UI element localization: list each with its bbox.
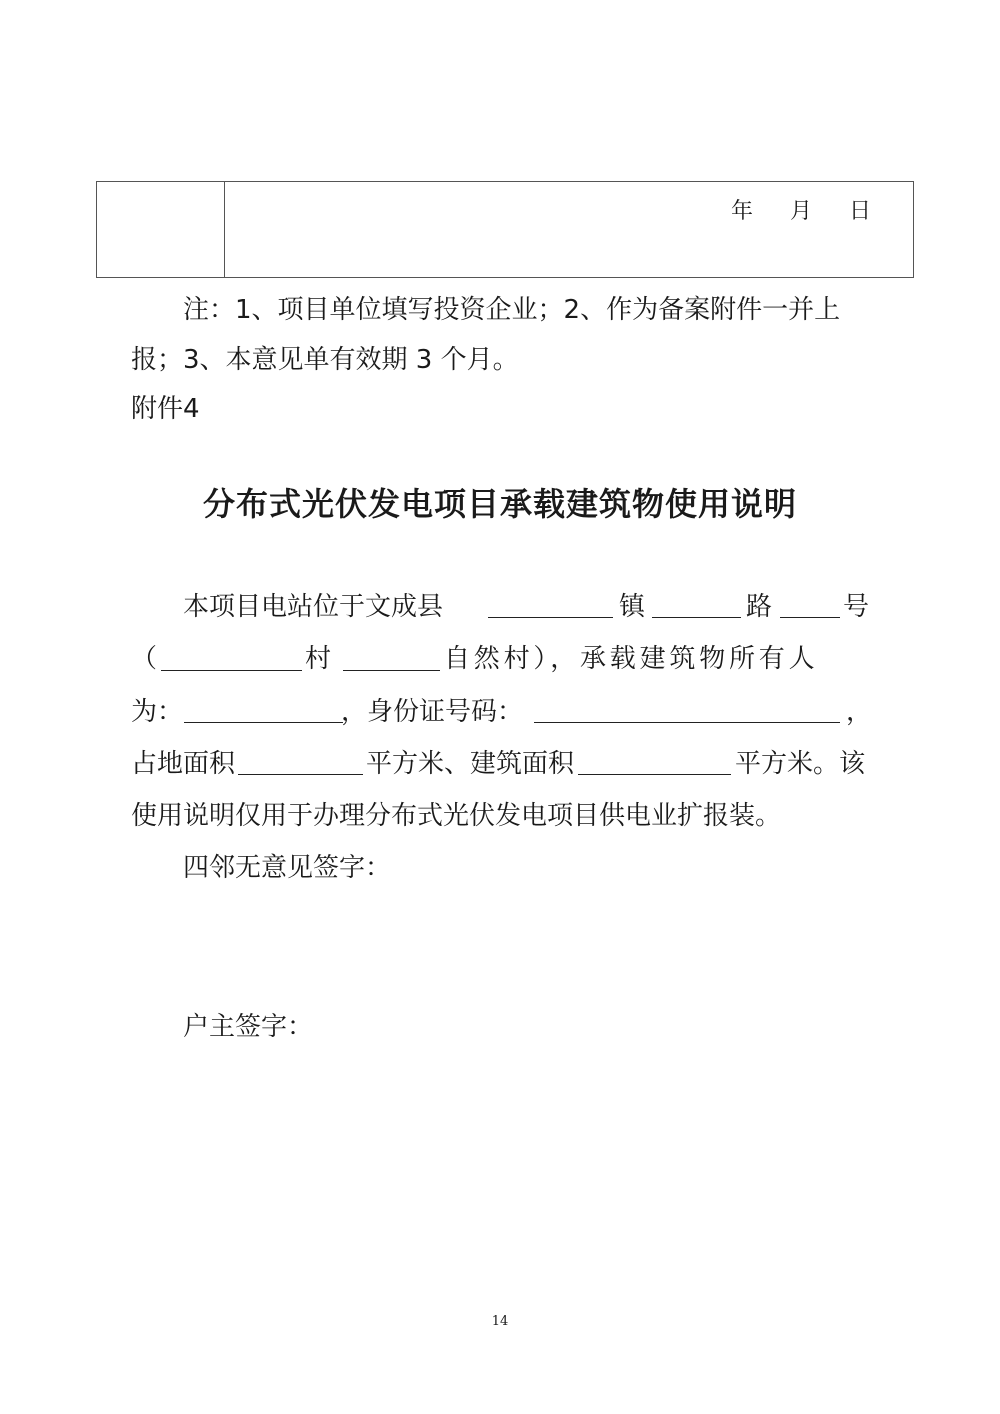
village-label: 村 [305, 644, 332, 674]
town-label: 镇 [619, 592, 646, 622]
date-year: 年 [731, 199, 754, 224]
note-line-2: 报；3、本意见单有效期 3 个月。 [131, 345, 519, 375]
approval-table [96, 181, 914, 278]
note-line-1: 注：1、项目单位填写投资企业；2、作为备案附件一并上 [183, 295, 841, 325]
building-area-blank[interactable] [578, 774, 731, 775]
owner-signature-label: 户主签字： [183, 1012, 314, 1042]
road-blank[interactable] [652, 617, 741, 618]
land-area-blank[interactable] [238, 774, 363, 775]
land-area-label: 占地面积 [131, 749, 236, 779]
body-location-prefix: 本项目电站位于文成县 [183, 592, 444, 622]
village-blank[interactable] [161, 670, 302, 671]
town-blank[interactable] [488, 617, 613, 618]
neighbors-signature-label: 四邻无意见签字： [183, 853, 392, 883]
date-day: 日 [849, 199, 872, 224]
id-number-blank[interactable] [534, 722, 840, 723]
attachment-label: 附件4 [131, 394, 200, 424]
owner-prefix: 为： [131, 697, 184, 727]
page-number: 14 [491, 1314, 509, 1329]
sqm-suffix: 平方米。该 [735, 749, 866, 779]
number-blank[interactable] [780, 617, 840, 618]
owner-name-blank[interactable] [184, 722, 343, 723]
owner-label: 自然村），承载建筑物所有人 [444, 644, 819, 674]
id-comma: ， [846, 697, 873, 727]
paren-open: （ [131, 644, 158, 674]
natural-village-blank[interactable] [343, 670, 440, 671]
number-label: 号 [843, 592, 870, 622]
id-number-label: ，身份证号码： [341, 697, 524, 727]
table-column-divider [224, 182, 225, 277]
building-area-label: 平方米、建筑面积 [366, 749, 575, 779]
usage-statement: 使用说明仅用于办理分布式光伏发电项目供电业扩报装。 [131, 801, 782, 831]
road-label: 路 [746, 592, 773, 622]
document-title: 分布式光伏发电项目承载建筑物使用说明 [202, 485, 797, 523]
date-month: 月 [790, 199, 813, 224]
